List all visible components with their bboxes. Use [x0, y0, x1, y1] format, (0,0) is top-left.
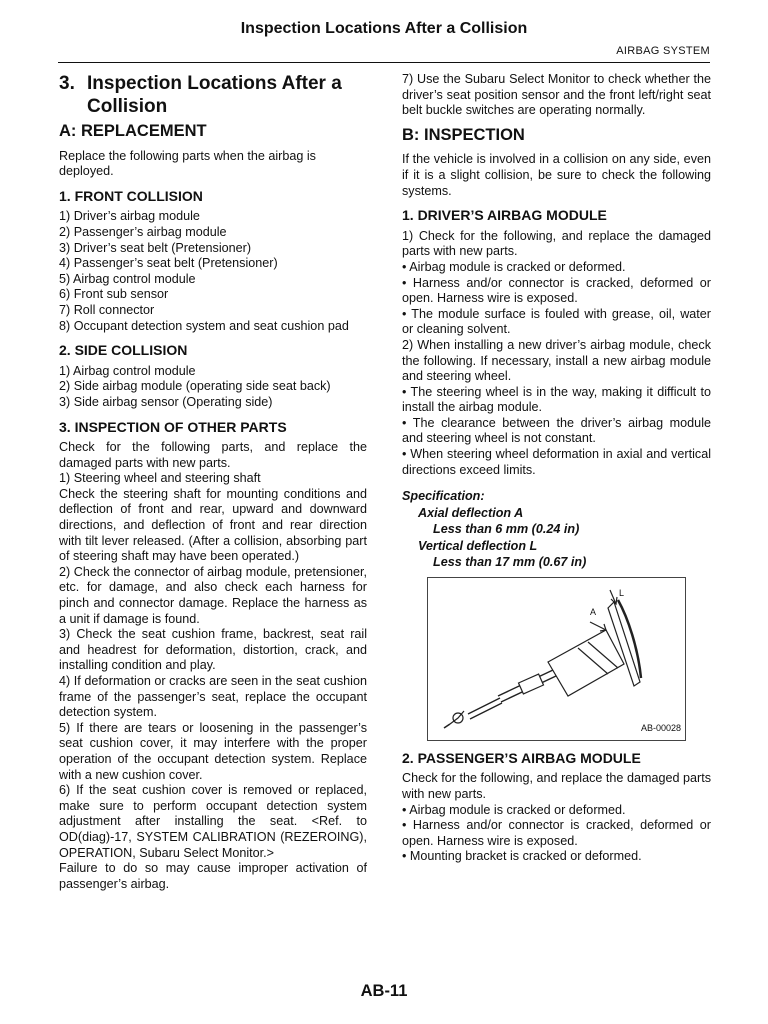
spec-vertical-label: Vertical deflection L [418, 538, 538, 553]
page-header: Inspection Locations After a Collision [240, 20, 528, 37]
paragraph: 7) Use the Subaru Select Monitor to check whether the driver’s seat position sensor and the front left/right seat belt buckle switches are operating normally. [402, 72, 711, 118]
paragraph: 1) Steering wheel and steering shaft [59, 471, 261, 486]
inspection-intro: If the vehicle is involved in a collision on any side, even if it is a slight collision, be sure to check the following systems. [402, 152, 711, 198]
list-item: 2) Passenger’s airbag module [59, 224, 227, 239]
paragraph: Check for the following parts, and replace the damaged parts with new parts. [59, 440, 367, 470]
side-collision-list [59, 364, 367, 411]
heading-other-parts: 3. INSPECTION OF OTHER PARTS [59, 418, 287, 435]
steering-column-figure [427, 577, 686, 741]
spec-axial-label: Axial deflection A [418, 505, 524, 520]
header-rule [58, 62, 710, 63]
list-item: • Harness and/or connector is cracked, deformed or open. Harness wire is exposed. [402, 275, 711, 306]
paragraph: 3) Check the seat cushion frame, backrest, seat rail and headrest for deformation, distortion, crack, and installing condition and play. [59, 627, 367, 673]
section-tag: AIRBAG SYSTEM [616, 45, 710, 57]
list-item: • The clearance between the driver’s airbag module and steering wheel is not constant. [402, 415, 711, 446]
list-item: 5) Airbag control module [59, 271, 196, 286]
spec-axial-value: Less than 6 mm (0.24 in) [433, 522, 580, 537]
passenger-airbag-body [402, 771, 711, 865]
paragraph: Failure to do so may cause improper activation of passenger’s airbag. [59, 861, 367, 891]
list-item: 3) Side airbag sensor (Operating side) [59, 394, 273, 409]
list-item: • The module surface is fouled with grease, oil, water or cleaning solvent. [402, 306, 711, 337]
chapter-title [59, 72, 367, 118]
heading-replacement: A: REPLACEMENT [59, 122, 207, 140]
heading-driver-airbag: 1. DRIVER’S AIRBAG MODULE [402, 207, 607, 224]
chapter-title-text: Inspection Locations After a Collision [87, 73, 342, 117]
heading-front-collision: 1. FRONT COLLISION [59, 187, 203, 204]
paragraph: 2) Check the connector of airbag module, pretensioner, etc. for damage, and also check each harness for pinch and connector damage. Replace the harness as a unit if damage is found. [59, 564, 367, 626]
figure-label-l: L [619, 587, 625, 598]
list-item: 2) When installing a new driver’s airbag module, check the following. If necessary, install a new airbag module and steering wheel. [402, 337, 711, 384]
left-column [59, 72, 367, 892]
paragraph: 5) If there are tears or loosening in the passenger’s seat cushion cover, it may interfere with the proper operation of the occupant detection system. Replace with a new cushion cover. [59, 720, 367, 782]
paragraph: Check the steering shaft for mounting conditions and deflection of front and rear, upward and downward directions, and deflection of front and rear direction with tilt lever released. (After a collision, absorbing part of steering shaft may have been operated.) [59, 486, 367, 564]
page-number: AB-11 [360, 982, 408, 1000]
spec-title: Specification: [402, 489, 485, 504]
list-item: 4) Passenger’s seat belt (Pretensioner) [59, 256, 278, 271]
front-collision-list [59, 209, 367, 334]
list-item: • Airbag module is cracked or deformed. [402, 802, 626, 817]
list-item: 8) Occupant detection system and seat cushion pad [59, 318, 349, 333]
replacement-intro: Replace the following parts when the airbag is deployed. [59, 148, 316, 179]
other-parts-body [59, 440, 367, 892]
paragraph: 4) If deformation or cracks are seen in the seat cushion frame of the passenger’s seat, replace the occupant detection system. [59, 674, 367, 720]
list-item: • The steering wheel is in the way, making it difficult to install the airbag module. [402, 384, 711, 415]
chapter-number: 3. [59, 73, 75, 94]
list-item: 1) Driver’s airbag module [59, 209, 200, 224]
list-item: 6) Front sub sensor [59, 287, 169, 302]
list-item: • Mounting bracket is cracked or deformed. [402, 849, 642, 864]
driver-airbag-body [402, 229, 711, 479]
paragraph: 6) If the seat cushion cover is removed or replaced, make sure to perform occupant detection system adjustment after installing the seat. <Ref. to OD(diag)-17, SYSTEM CALIBRATION (REZEROING), OPERATION, Subaru Select Monitor.> [59, 783, 367, 860]
steering-column-drawing [428, 578, 685, 740]
figure-label-a: A [590, 606, 597, 617]
heading-passenger-airbag: 2. PASSENGER’S AIRBAG MODULE [402, 749, 641, 766]
specification-block [402, 488, 711, 571]
list-item: 1) Check for the following, and replace the damaged parts with new parts. [402, 228, 711, 259]
heading-side-collision: 2. SIDE COLLISION [59, 342, 188, 359]
list-item: • Airbag module is cracked or deformed. [402, 259, 626, 274]
heading-inspection: B: INSPECTION [402, 125, 525, 144]
list-item: 3) Driver’s seat belt (Pretensioner) [59, 240, 252, 255]
list-item: • When steering wheel deformation in axial and vertical directions exceed limits. [402, 447, 711, 477]
list-item: 1) Airbag control module [59, 363, 196, 378]
spec-vertical-value: Less than 17 mm (0.67 in) [433, 555, 587, 570]
list-item: 7) Roll connector [59, 302, 155, 317]
list-item: • Harness and/or connector is cracked, deformed or open. Harness wire is exposed. [402, 818, 711, 848]
list-item: 2) Side airbag module (operating side seat back) [59, 379, 331, 394]
figure-id: AB-00028 [640, 723, 681, 734]
right-column [402, 72, 711, 865]
list-item: Check for the following, and replace the damaged parts with new parts. [402, 771, 711, 801]
